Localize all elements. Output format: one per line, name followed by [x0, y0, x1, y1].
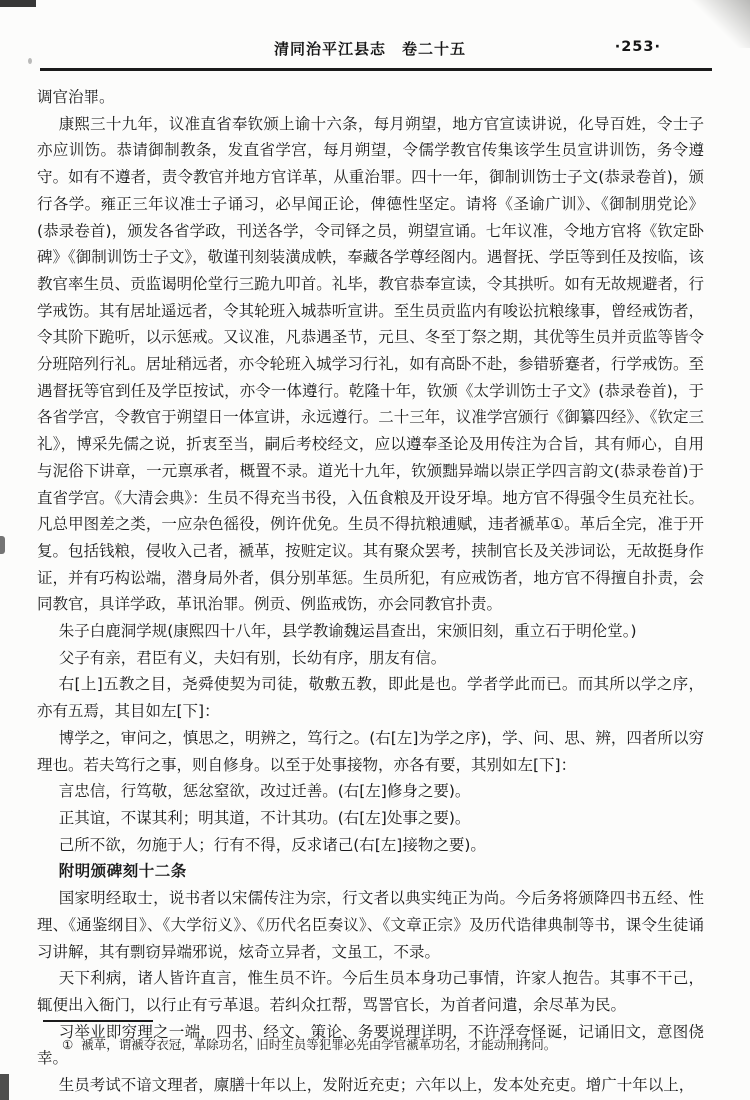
book-title: 清同治平江县志 卷二十五: [273, 40, 466, 58]
paragraph-self-cultivation: 言忠信，行笃敬，惩忿窒欲，改过迁善。(右[左]修身之要)。: [58, 782, 471, 801]
running-head: [37, 38, 703, 60]
footnote: [62, 1036, 682, 1054]
paragraph-zhuzi-bailudong-title: 朱子白鹿洞学规(康熙四十八年，县学教谕魏运昌查出，宋颁旧刻，重立石于明伦堂。): [58, 622, 637, 641]
footnote-separator: [43, 1020, 153, 1022]
paragraph-five-relations: 父子有亲，君臣有义，夫妇有别，长幼有序，朋友有信。: [58, 648, 447, 667]
scan-artifact-speck: [28, 58, 32, 64]
footnote-marker: ①: [62, 1037, 74, 1052]
paragraph-kangxi-edicts: 康熙三十九年，议准直省奉钦颁上谕十六条，每月朔望，地方官宣读讲说，化导百姓，令士子亦应训饬。恭请御制教条，发直省学宫，每月朔望，令儒学教官传集该学生员宣讲训饬，务令遵守。如有不遵者，责令教官并地方官详革，从重治罪。四十一年，御制训饬士子文(恭录卷首)，颁行各学。雍正三年议准士子诵习，必早闻正论，俾德性坚定。请将《圣谕广训》、《御制朋党论》(恭录卷首)，颁发各省学政，刊送各学，令司铎之员，朔望宣诵。七年议准，令地方官将《钦定卧碑》《御制训饬士子文》，敬谨刊刻装潢成帙，奉藏各学尊经阁内。遇督抚、学臣等到任及按临，该教官率生员、贡监谒明伦堂行三跪九叩首。礼毕，教官恭奉宣读，令其拱听。如有无故规避者，行学戒饬。其有居址遥远者，令其轮班入城恭听宣讲。至生员贡监内有唆讼抗粮缘事，曾经戒饬者，令其阶下跪听，以示惩戒。又议准，凡恭遇圣节，元旦、冬至丁祭之期，其优等生员并贡监等皆令分班陪列行礼。居址稍远者，亦令轮班入城学习行礼，如有高卧不赴，参错骄蹇者，行学戒饬。至遇督抚等官到任及学臣按试，亦令一体遵行。乾隆十年，钦颁《太学训饬士子文》(恭录卷首)，于各省学宫，令教官于朔望日一体宣讲，永远遵行。二十三年，议准学宫颁行《御纂四经》、《钦定三礼》，博采先儒之说，折衷至当，嗣后考校经文，应以遵奉圣论及用传注为合旨，其有师心，自用与泥俗下讲章，一元禀承者，概置不录。道光十九年，钦颁黜异端以崇正学四言韵文(恭录卷首)于直省学宫。《大清会典》：生员不得充当书役，入伍食粮及开设牙埠。地方官不得强令生员充社长。凡总甲图差之类，一应杂色徭役，例许优免。生员不得抗粮逋赋，违者褫革①。革后全完，准于开复。包括钱粮，侵收入己者，褫革，按赃定议。其有聚众罢考，挟制官长及关涉词讼，无故挺身作证，并有巧构讼端，潜身局外者，俱分别革惩。生员所犯，有应戒饬者，地方官不得擅自扑责，会同教官，具详学政，革讯治罪。例贡、例监戒饬，亦会同教官扑责。: [37, 114, 704, 614]
paragraph-five-teachings: 右[上]五教之目，尧舜使契为司徒，敬敷五教，即此是也。学者学此而已。而其所以学之序，亦有五焉，其目如左[下]：: [37, 675, 704, 721]
page-number: ·253·: [614, 39, 661, 55]
scan-artifact-top-left: [0, 0, 36, 7]
paragraph-continuation: 调官治罪。: [37, 88, 115, 106]
paragraph-learning-order: 博学之，审问之，慎思之，明辨之，笃行之。(右[左]为学之序)，学、问、思、辨，四者所以穷理也。若夫笃行之事，则自修身。以至于处事接物，亦各有要，其别如左[下]：: [37, 728, 704, 774]
footnote-text: 褫革，谓褫夺衣冠，革除功名，旧时生员等犯罪必先由学官褫革功名，才能动刑拷问。: [81, 1037, 557, 1052]
section-heading-twelve-rules: 附明颁碑刻十二条: [58, 862, 187, 881]
scan-artifact-bottom-left: [0, 1074, 9, 1100]
paragraph-students-no-petition: 天下利病，诸人皆许直言，惟生员不许。今后生员本身功己事情，许家人抱告。其事不干己，辄便出入衙门，以行止有亏革退。若纠众扛帮，骂詈官长，为首者问遣，余尽革为民。: [37, 969, 704, 1014]
paragraph-dealing-with-others: 己所不欲，勿施于人；行有不得，反求诸己(右[左]接物之要)。: [58, 835, 486, 854]
paragraph-failing-students: 生员考试不谙文理者，廪膳十年以上，发附近充吏；六年以上，发本处充吏。增广十年以上，: [58, 1076, 695, 1095]
header-rule: [40, 68, 712, 71]
body-text-column: [37, 84, 704, 1099]
paragraph-examination-essays: 习举业即穷理之一端，四书、经文、策论、务要说理详明，不许浮夸怪诞，记诵旧文，意图侥幸。: [37, 1022, 704, 1068]
scan-artifact-left-edge: [0, 536, 5, 554]
paragraph-handling-affairs: 正其谊，不谋其利；明其道，不计其功。(右[左]处事之要)。: [58, 808, 471, 827]
paragraph-classics-curriculum: 国家明经取士，说书者以宋儒传注为宗，行文者以典实纯正为尚。今后务将颁降四书五经、性理、《通鉴纲目》、《大学衍义》、《历代名臣奏议》、《文章正宗》及历代诰律典制等书，课令生徒诵习讲解，其有剽窃异端邪说，炫奇立异者，文虽工，不录。: [37, 889, 704, 961]
